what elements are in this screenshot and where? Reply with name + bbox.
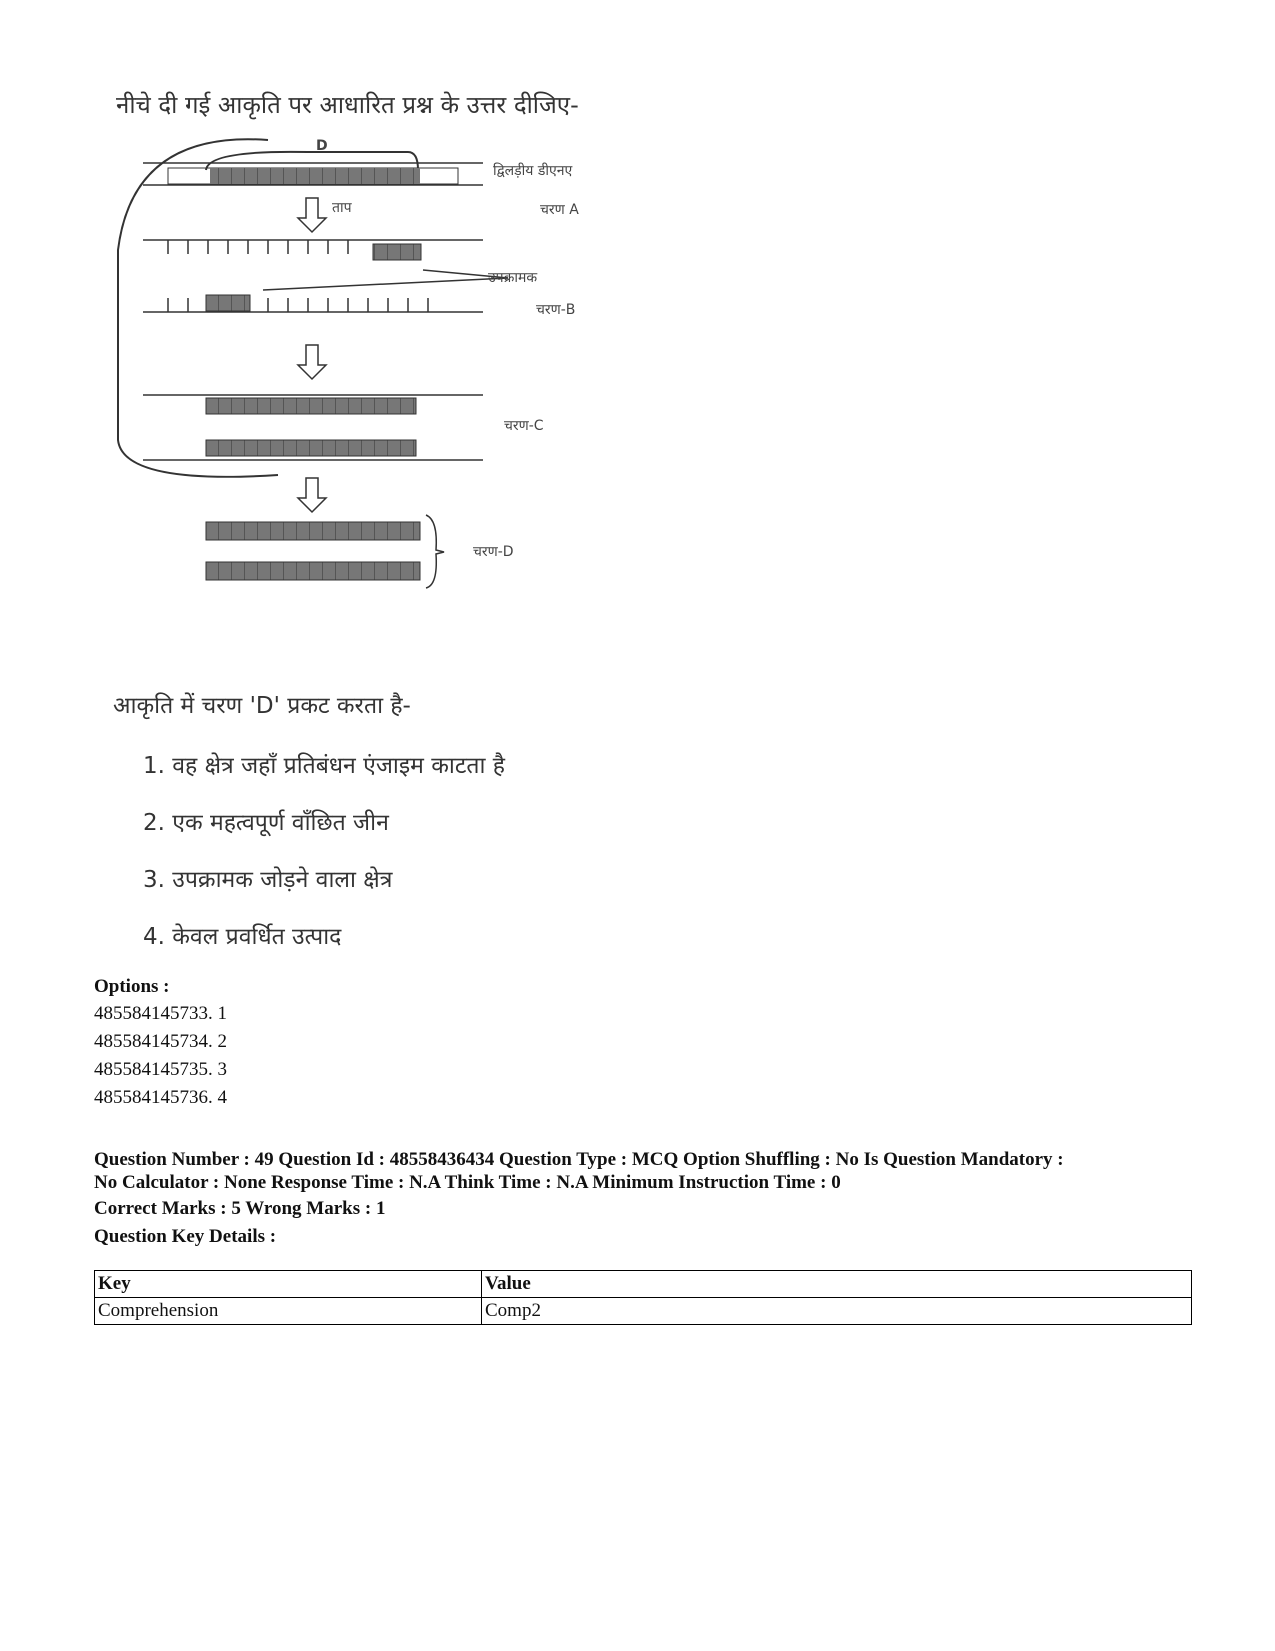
primer-label: उपक्रामक	[488, 270, 538, 286]
question-intro: नीचे दी गई आकृति पर आधारित प्रश्न के उत्तर दीजिए-	[116, 91, 579, 119]
pcr-diagram	[88, 130, 648, 690]
question-info-line1: Question Number : 49 Question Id : 48558436434 Question Type : MCQ Option Shuffling : No Is Question Mandatory :	[94, 1149, 1064, 1170]
question-image	[88, 60, 648, 960]
question-info	[94, 1148, 1204, 1194]
key-cell: Comprehension	[95, 1298, 482, 1325]
heat-label: ताप	[332, 200, 352, 216]
option-item: 485584145735. 3	[94, 1059, 227, 1080]
key-header: Key	[95, 1271, 482, 1298]
question-stem: आकृति में चरण 'D' प्रकट करता है-	[113, 693, 411, 719]
option-item: 485584145733. 1	[94, 1003, 227, 1024]
choice-1: 1. वह क्षेत्र जहाँ प्रतिबंधन एंजाइम काटता है	[143, 753, 506, 779]
choice-3: 3. उपक्रामक जोड़ने वाला क्षेत्र	[143, 867, 393, 893]
option-item: 485584145734. 2	[94, 1031, 227, 1052]
table-header-row	[95, 1271, 1192, 1298]
key-table	[94, 1270, 1192, 1325]
choice-2: 2. एक महत्वपूर्ण वाँछित जीन	[143, 810, 389, 836]
table-row	[95, 1298, 1192, 1325]
stage-c-label: चरण-C	[504, 418, 544, 434]
stage-a-label: चरण A	[540, 202, 579, 218]
value-cell: Comp2	[482, 1298, 1192, 1325]
value-header: Value	[482, 1271, 1192, 1298]
choice-4: 4. केवल प्रवर्धित उत्पाद	[143, 924, 342, 950]
stage-d-label: चरण-D	[473, 544, 514, 560]
marks-line: Correct Marks : 5 Wrong Marks : 1	[94, 1198, 386, 1219]
stage-b-label: चरण-B	[536, 302, 576, 318]
key-details-heading: Question Key Details :	[94, 1226, 277, 1247]
option-item: 485584145736. 4	[94, 1087, 227, 1108]
question-info-line2: No Calculator : None Response Time : N.A Think Time : N.A Minimum Instruction Time : 0	[94, 1172, 841, 1193]
d-marker-label: D	[316, 138, 328, 154]
dna-label: द्विलड़ीय डीएनए	[493, 163, 573, 179]
dna-double-strand	[143, 163, 483, 185]
options-heading: Options :	[94, 976, 170, 997]
